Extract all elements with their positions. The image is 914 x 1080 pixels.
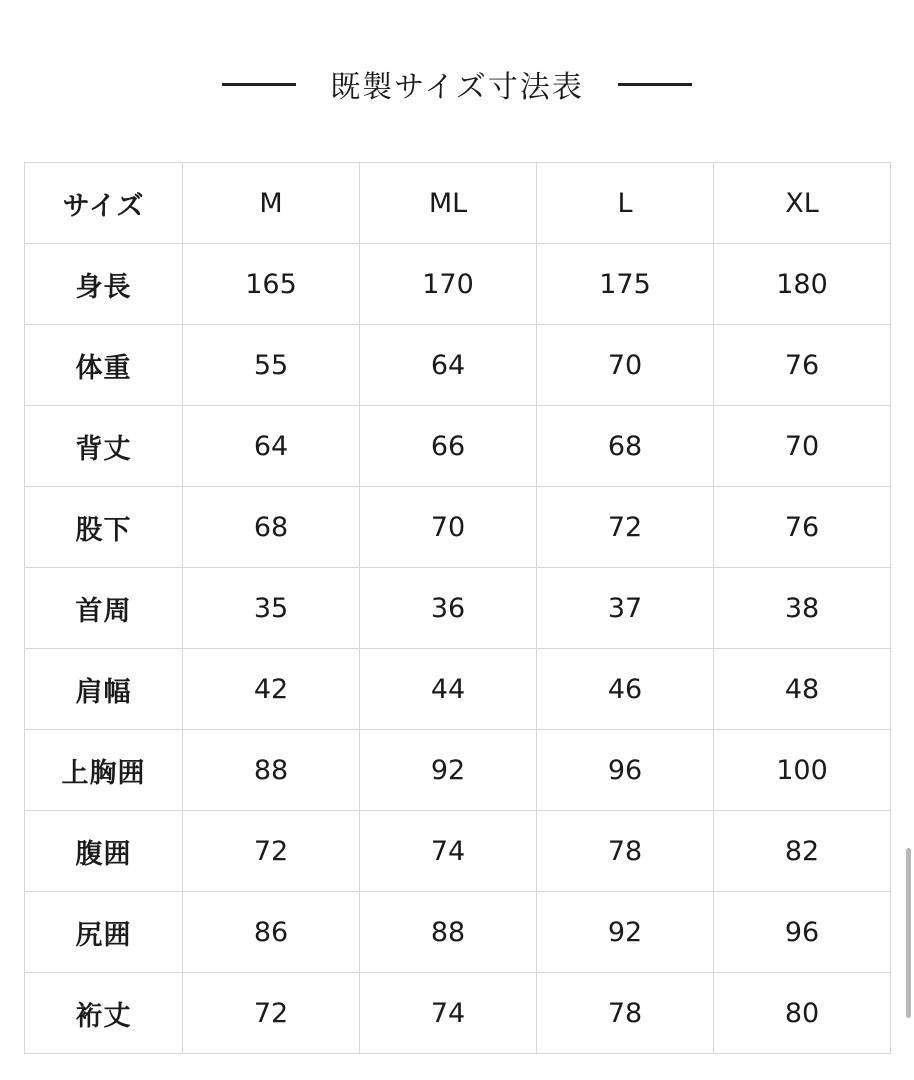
table-cell: 68 bbox=[183, 487, 360, 568]
table-cell: 35 bbox=[183, 568, 360, 649]
table-cell: 96 bbox=[537, 730, 714, 811]
table-cell: 37 bbox=[537, 568, 714, 649]
column-header-ml: ML bbox=[360, 163, 537, 244]
table-row bbox=[25, 487, 891, 568]
table-cell: 88 bbox=[360, 892, 537, 973]
size-chart-table bbox=[24, 162, 891, 1054]
table-body bbox=[25, 244, 891, 1054]
row-label: 上胸囲 bbox=[25, 730, 183, 811]
row-label: 背丈 bbox=[25, 406, 183, 487]
table-cell: 64 bbox=[360, 325, 537, 406]
column-header-l: L bbox=[537, 163, 714, 244]
table-cell: 78 bbox=[537, 973, 714, 1054]
table-cell: 82 bbox=[714, 811, 891, 892]
table-cell: 72 bbox=[183, 973, 360, 1054]
table-cell: 74 bbox=[360, 973, 537, 1054]
title-rule-right-icon bbox=[618, 83, 692, 86]
table-cell: 92 bbox=[360, 730, 537, 811]
table-cell: 70 bbox=[714, 406, 891, 487]
table-row bbox=[25, 325, 891, 406]
table-cell: 96 bbox=[714, 892, 891, 973]
table-cell: 42 bbox=[183, 649, 360, 730]
table-cell: 78 bbox=[537, 811, 714, 892]
table-cell: 72 bbox=[537, 487, 714, 568]
table-cell: 92 bbox=[537, 892, 714, 973]
table-cell: 76 bbox=[714, 325, 891, 406]
table-cell: 44 bbox=[360, 649, 537, 730]
document-title-row bbox=[0, 0, 914, 106]
table-cell: 64 bbox=[183, 406, 360, 487]
table-cell: 66 bbox=[360, 406, 537, 487]
vertical-scrollbar[interactable] bbox=[906, 848, 911, 1018]
table-cell: 72 bbox=[183, 811, 360, 892]
table-row bbox=[25, 892, 891, 973]
table-cell: 48 bbox=[714, 649, 891, 730]
row-label: 首周 bbox=[25, 568, 183, 649]
table-row bbox=[25, 568, 891, 649]
table-cell: 80 bbox=[714, 973, 891, 1054]
table-header bbox=[25, 163, 891, 244]
table-cell: 86 bbox=[183, 892, 360, 973]
table-cell: 100 bbox=[714, 730, 891, 811]
row-label: 尻囲 bbox=[25, 892, 183, 973]
row-label: 肩幅 bbox=[25, 649, 183, 730]
table-cell: 70 bbox=[360, 487, 537, 568]
table-cell: 68 bbox=[537, 406, 714, 487]
table-cell: 36 bbox=[360, 568, 537, 649]
table-row bbox=[25, 649, 891, 730]
table-cell: 88 bbox=[183, 730, 360, 811]
table-row bbox=[25, 811, 891, 892]
title-rule-left-icon bbox=[222, 83, 296, 86]
column-header-xl: XL bbox=[714, 163, 891, 244]
table-cell: 165 bbox=[183, 244, 360, 325]
table-cell: 70 bbox=[537, 325, 714, 406]
table-cell: 74 bbox=[360, 811, 537, 892]
column-header-m: M bbox=[183, 163, 360, 244]
table-header-row bbox=[25, 163, 891, 244]
column-header-size: サイズ bbox=[25, 163, 183, 244]
row-label: 体重 bbox=[25, 325, 183, 406]
row-label: 腹囲 bbox=[25, 811, 183, 892]
row-label: 身長 bbox=[25, 244, 183, 325]
table-row bbox=[25, 730, 891, 811]
table-cell: 38 bbox=[714, 568, 891, 649]
table-cell: 46 bbox=[537, 649, 714, 730]
table-row bbox=[25, 244, 891, 325]
table-row bbox=[25, 973, 891, 1054]
table-cell: 76 bbox=[714, 487, 891, 568]
size-table-container bbox=[0, 162, 914, 1054]
row-label: 裄丈 bbox=[25, 973, 183, 1054]
table-cell: 55 bbox=[183, 325, 360, 406]
page-title: 既製サイズ寸法表 bbox=[330, 70, 584, 105]
table-cell: 180 bbox=[714, 244, 891, 325]
table-row bbox=[25, 406, 891, 487]
table-cell: 175 bbox=[537, 244, 714, 325]
table-cell: 170 bbox=[360, 244, 537, 325]
row-label: 股下 bbox=[25, 487, 183, 568]
